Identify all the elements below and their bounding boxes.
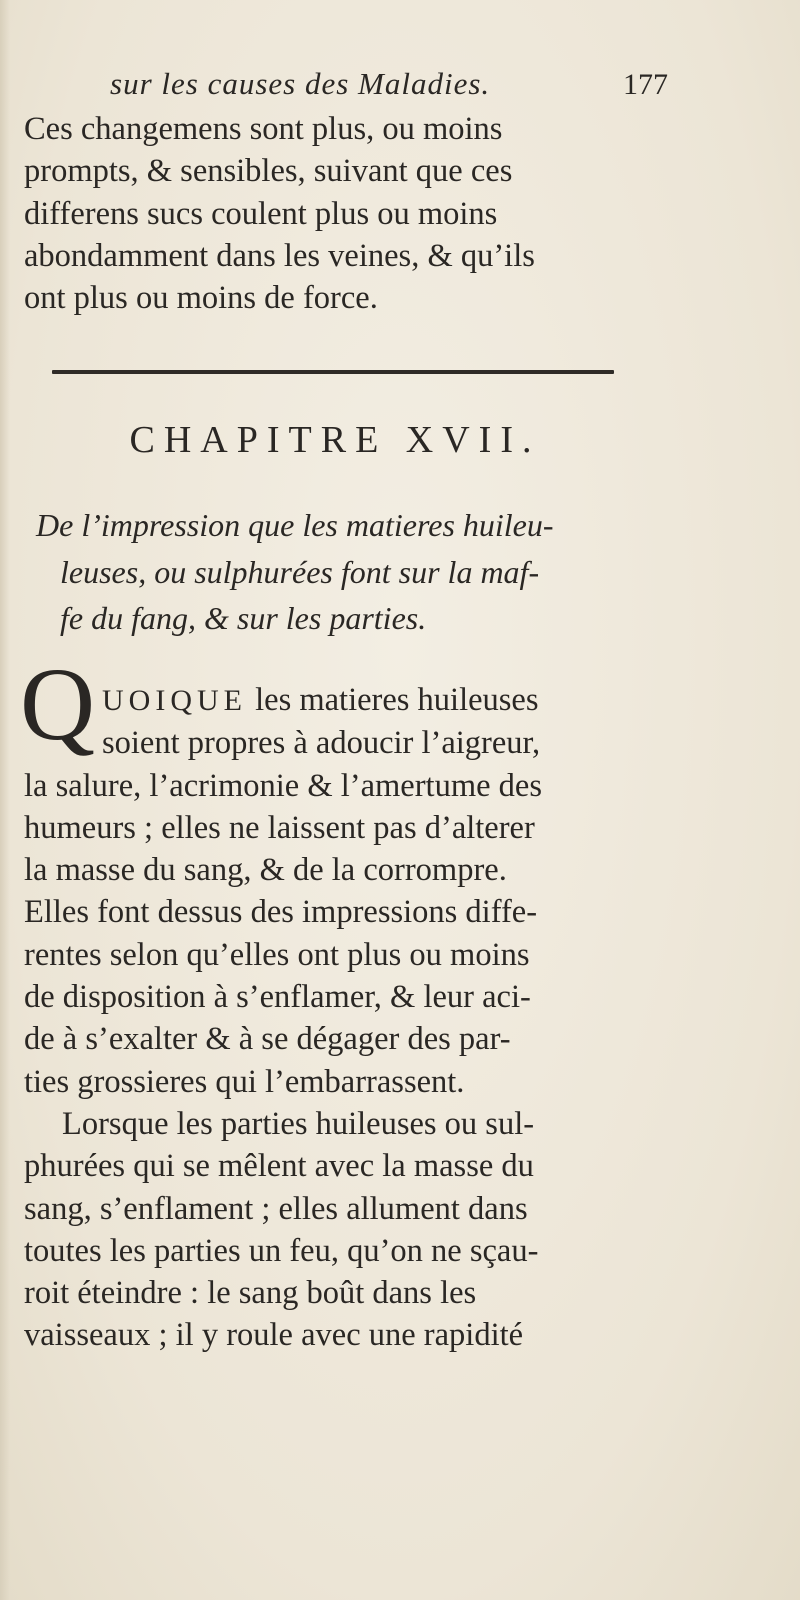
subtitle-line: De l’impression que les matieres huileu- xyxy=(36,507,554,543)
first-line-rest: les matieres huileuses xyxy=(246,682,539,718)
text-line: ont plus ou moins de force. xyxy=(24,280,378,317)
running-head: sur les causes des Maladies. xyxy=(110,66,491,101)
text-line: rentes selon qu’elles ont plus ou moins xyxy=(24,936,530,973)
text-line: roit éteindre : le sang boût dans les xyxy=(24,1275,477,1312)
text-line: toutes les parties un feu, qu’on ne sçau- xyxy=(24,1232,539,1269)
page-number: 177 xyxy=(623,68,668,101)
paragraph-3 xyxy=(24,1103,664,1357)
section-divider-rule xyxy=(52,370,614,374)
text-line: phurées qui se mêlent avec la masse du xyxy=(24,1148,534,1185)
text-line: Elles font dessus des impressions diffe- xyxy=(24,894,538,931)
text-line: prompts, & sensibles, suivant que ces xyxy=(24,153,513,190)
subtitle-line: fe du fang, & sur les parties. xyxy=(60,600,427,636)
text-line: soient propres à adoucir l’aigreur, xyxy=(102,725,541,762)
text-line: Lorsque les parties huileuses ou sul- xyxy=(62,1106,535,1142)
text-line: ties grossieres qui l’embarrassent. xyxy=(24,1063,465,1100)
page-gutter-shadow xyxy=(0,0,10,1600)
text-line: Ces changemens sont plus, ou moins xyxy=(24,111,503,147)
drop-cap: Q xyxy=(20,647,96,762)
text-line: de à s’exalter & à se dégager des par- xyxy=(24,1021,511,1058)
page-header xyxy=(110,66,670,110)
chapter-title: CHAPITRE XVII. xyxy=(129,419,541,461)
text-line: de disposition à s’enflamer, & leur aci- xyxy=(24,979,531,1016)
paragraph-2 xyxy=(24,679,664,1103)
text-line: humeurs ; elles ne laissent pas d’alterer xyxy=(24,809,535,846)
text-line xyxy=(24,679,664,722)
subtitle-line: leuses, ou sulphurées font sur la maf- xyxy=(60,553,540,590)
text-line: la masse du sang, & de la corrompre. xyxy=(24,852,507,889)
text-line: vaisseaux ; il y roule avec une rapidité xyxy=(24,1317,524,1354)
opening-word: UOIQUE xyxy=(102,684,247,717)
text-line: la salure, l’acrimonie & l’amertume des xyxy=(24,767,542,804)
text-line: sang, s’enflament ; elles allument dans xyxy=(24,1190,528,1227)
text-line: abondamment dans les veines, & qu’ils xyxy=(24,237,535,274)
chapter-subtitle xyxy=(36,502,666,642)
text-line: differens sucs coulent plus ou moins xyxy=(24,195,498,232)
paragraph-1 xyxy=(24,108,664,319)
